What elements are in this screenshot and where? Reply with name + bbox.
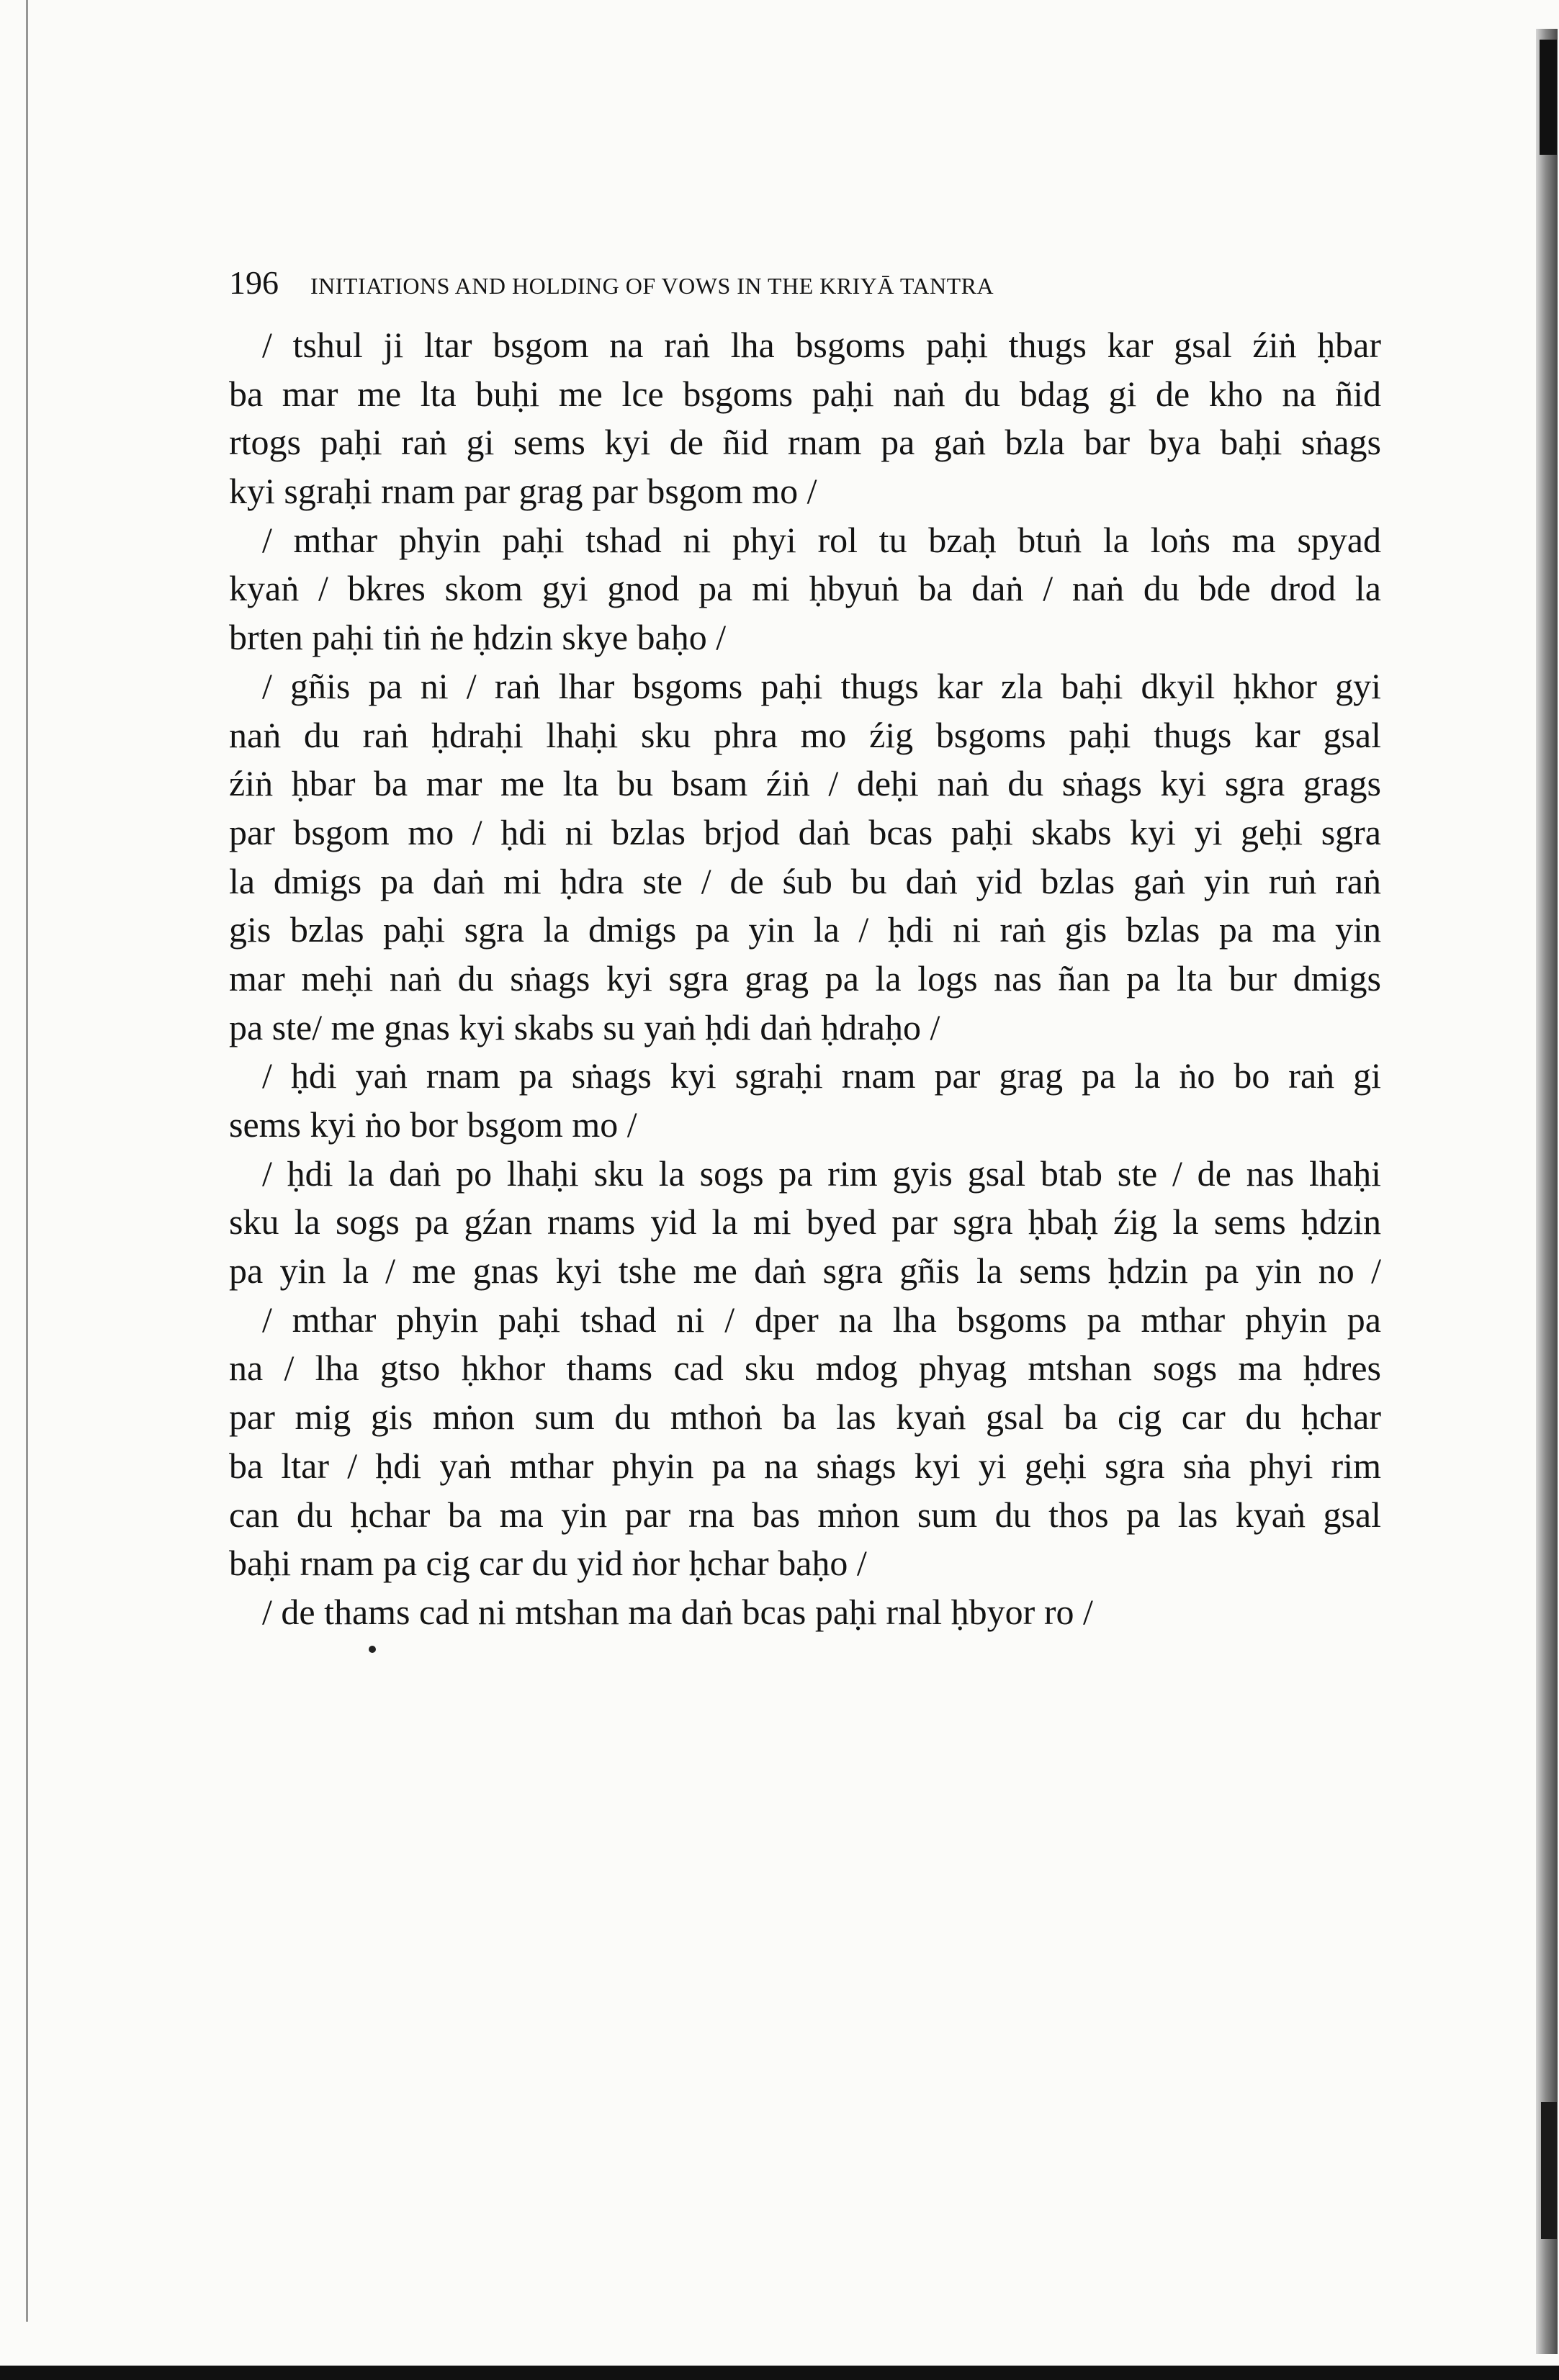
text-line: pa yin la / me gnas kyi tshe me daṅ sgra gñis la sems ḥdzin pa yin no / (229, 1250, 1381, 1292)
text-line: la dmigs pa daṅ mi ḥdra ste / de śub bu daṅ yid bzlas gaṅ yin ruṅ raṅ (229, 860, 1381, 901)
scan-right-edge-dark-top (1540, 40, 1557, 155)
text-line: par bsgom mo / ḥdi ni bzlas brjod daṅ bcas paḥi skabs kyi yi geḥi sgra (229, 811, 1381, 852)
text-line: ba mar me lta buḥi me lce bsgoms paḥi naṅ du bdag gi de kho na ñid (229, 373, 1381, 414)
text-line: / ḥdi yaṅ rnam pa sṅags kyi sgraḥi rnam par grag pa la ṅo bo raṅ gi (262, 1055, 1381, 1096)
text-line: mar meḥi naṅ du sṅags kyi sgra grag pa la logs nas ñan pa lta bur dmigs (229, 957, 1381, 999)
text-line: / ḥdi la daṅ po lhaḥi sku la sogs pa rim gyis gsal btab ste / de nas lhaḥi (262, 1153, 1381, 1194)
scan-right-edge-dark-bottom (1541, 2102, 1557, 2239)
text-line: gis bzlas paḥi sgra la dmigs pa yin la / ḥdi ni raṅ gis bzlas pa ma yin (229, 909, 1381, 950)
text-line: / tshul ji ltar bsgom na raṅ lha bsgoms paḥi thugs kar gsal źiṅ ḥbar (262, 325, 1381, 365)
text-line: ba ltar / ḥdi yaṅ mthar phyin pa na sṅags kyi yi geḥi sgra sṅa phyi rim (229, 1445, 1381, 1486)
text-line: naṅ du raṅ ḥdraḥi lhaḥi sku phra mo źig bsgoms paḥi thugs kar gsal (229, 714, 1381, 755)
text-line: brten paḥi tiṅ ṅe ḥdzin skye baḥo / (229, 617, 727, 658)
text-line: źiṅ ḥbar ba mar me lta bu bsam źiṅ / deḥi naṅ du sṅags kyi sgra grags (229, 763, 1381, 804)
text-line: / mthar phyin paḥi tshad ni / dper na lha bsgoms pa mthar phyin pa (262, 1299, 1381, 1340)
text-line: / de thams cad ni mtshan ma daṅ bcas paḥi rnal ḥbyor ro / (262, 1591, 1093, 1632)
scan-left-rule (26, 0, 28, 2322)
running-title: INITIATIONS AND HOLDING OF VOWS IN THE KRIYĀ TANTRA (310, 273, 994, 299)
text-line: / mthar phyin paḥi tshad ni phyi rol tu bzaḥ btuṅ la loṅs ma spyad (262, 519, 1381, 560)
text-line: baḥi rnam pa cig car du yid ṅor ḥchar baḥo / (229, 1543, 867, 1584)
body-text (229, 321, 1381, 1637)
text-line: sems kyi ṅo bor bsgom mo / (229, 1104, 637, 1145)
text-line: can du ḥchar ba ma yin par rna bas mṅon sum du thos pa las kyaṅ gsal (229, 1494, 1381, 1535)
page-number: 196 (229, 264, 279, 301)
text-line: kyi sgraḥi rnam par grag par bsgom mo / (229, 471, 817, 512)
stray-mark (369, 1646, 376, 1653)
text-line: par mig gis mṅon sum du mthoṅ ba las kyaṅ gsal ba cig car du ḥchar (229, 1397, 1381, 1438)
running-head (229, 258, 1453, 308)
scan-right-edge (1536, 29, 1558, 2354)
text-line: / gñis pa ni / raṅ lhar bsgoms paḥi thugs kar zla baḥi dkyil ḥkhor gyi (262, 665, 1381, 706)
text-line: na / lha gtso ḥkhor thams cad sku mdog phyag mtshan sogs ma ḥdres (229, 1348, 1381, 1389)
text-line: rtogs paḥi raṅ gi sems kyi de ñid rnam pa gaṅ bzla bar bya baḥi sṅags (229, 422, 1381, 463)
text-line: sku la sogs pa gźan rnams yid la mi byed par sgra ḥbaḥ źig la sems ḥdzin (229, 1202, 1381, 1243)
scan-bottom-edge (0, 2366, 1559, 2380)
text-line: kyaṅ / bkres skom gyi gnod pa mi ḥbyuṅ ba daṅ / naṅ du bde drod la (229, 568, 1381, 609)
text-line: pa ste/ me gnas kyi skabs su yaṅ ḥdi daṅ ḥdraḥo / (229, 1006, 940, 1047)
